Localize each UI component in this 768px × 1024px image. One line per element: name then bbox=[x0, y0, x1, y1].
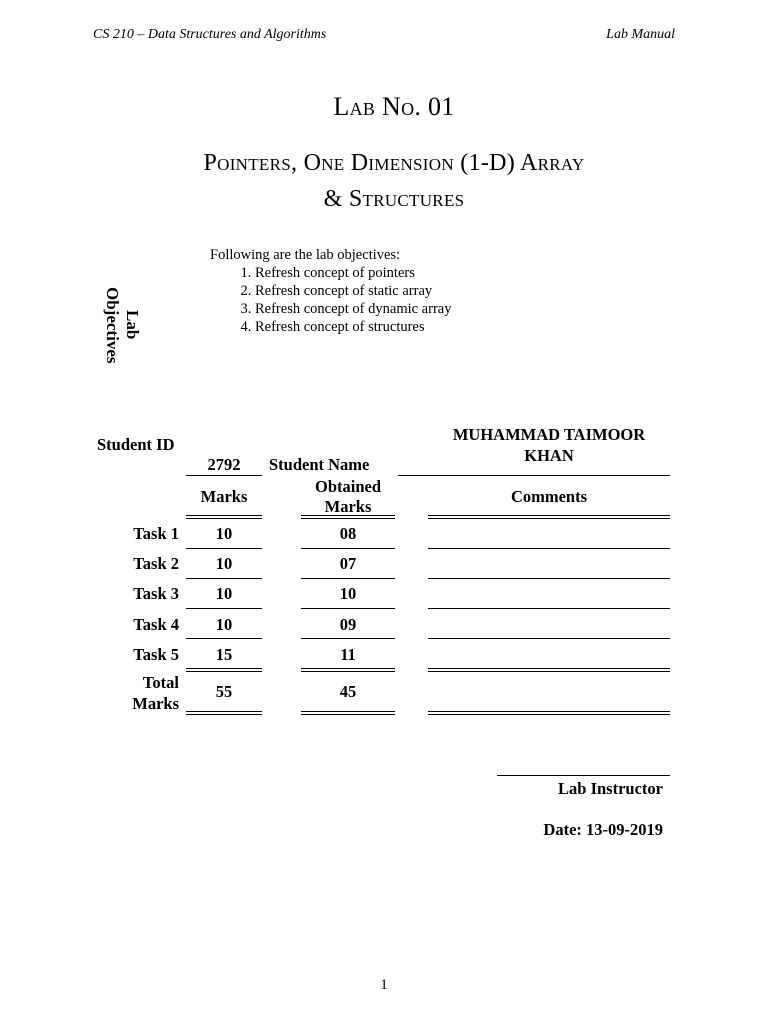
student-name-label: Student Name bbox=[269, 455, 370, 474]
task-label: Task 4 bbox=[133, 615, 179, 634]
objective-item: 3. Refresh concept of dynamic array bbox=[255, 300, 451, 318]
header-double-rule bbox=[428, 515, 670, 519]
lab-objectives-side-label: Lab Objectives bbox=[103, 286, 142, 364]
lab-topic-line-1: Pointers, One Dimension (1-D) Array bbox=[203, 150, 585, 176]
objectives-intro: Following are the lab objectives: bbox=[210, 247, 401, 263]
page-number: 1 bbox=[380, 977, 388, 993]
lab-topic-title bbox=[0, 145, 768, 217]
objectives-list bbox=[210, 264, 451, 336]
obtained-column-header: Obtained Marks bbox=[314, 477, 382, 516]
comment-rule bbox=[428, 548, 670, 549]
task-label: Task 5 bbox=[133, 645, 179, 664]
task-label: Task 2 bbox=[133, 554, 179, 573]
objectives-block bbox=[210, 246, 451, 336]
task-marks: 10 bbox=[215, 584, 233, 603]
task-obtained-marks: 07 bbox=[339, 554, 357, 573]
row-rule bbox=[301, 638, 395, 639]
student-id-underline bbox=[186, 475, 262, 476]
task-marks: 10 bbox=[215, 524, 233, 543]
total-marks-value: 55 bbox=[215, 682, 233, 701]
task-obtained-marks: 09 bbox=[339, 615, 357, 634]
task-label: Task 3 bbox=[133, 584, 179, 603]
student-name-underline bbox=[398, 475, 670, 476]
comment-rule bbox=[428, 608, 670, 609]
lab-topic-line-2: & Structures bbox=[323, 186, 465, 212]
comment-rule bbox=[428, 578, 670, 579]
task-marks: 15 bbox=[215, 645, 233, 664]
row-rule bbox=[301, 578, 395, 579]
student-id-value: 2792 bbox=[207, 455, 241, 474]
task-obtained-marks: 11 bbox=[340, 645, 356, 664]
marks-column-header: Marks bbox=[200, 487, 248, 506]
row-rule bbox=[186, 548, 262, 549]
task-obtained-marks: 08 bbox=[339, 524, 357, 543]
student-id-label: Student ID bbox=[97, 435, 175, 454]
total-double-rule bbox=[428, 668, 670, 672]
total-obtained-value: 45 bbox=[339, 682, 357, 701]
date-label: Date: 13-09-2019 bbox=[543, 820, 663, 839]
task-label: Task 1 bbox=[133, 524, 179, 543]
row-rule bbox=[186, 578, 262, 579]
student-name-value: MUHAMMAD TAIMOOR KHAN bbox=[452, 425, 646, 465]
task-marks: 10 bbox=[215, 554, 233, 573]
bottom-double-rule bbox=[186, 711, 262, 715]
objective-item: 2. Refresh concept of static array bbox=[255, 282, 451, 300]
total-double-rule bbox=[186, 668, 262, 672]
lab-instructor-label: Lab Instructor bbox=[558, 779, 663, 798]
signature-line bbox=[497, 775, 670, 776]
lab-number-title: Lab No. 01 bbox=[333, 92, 455, 121]
row-rule bbox=[301, 608, 395, 609]
bottom-double-rule bbox=[301, 711, 395, 715]
header-double-rule bbox=[301, 515, 395, 519]
comment-rule bbox=[428, 638, 670, 639]
bottom-double-rule bbox=[428, 711, 670, 715]
header-double-rule bbox=[186, 515, 262, 519]
objective-item: 4. Refresh concept of structures bbox=[255, 318, 451, 336]
row-rule bbox=[301, 548, 395, 549]
total-double-rule bbox=[301, 668, 395, 672]
manual-header: Lab Manual bbox=[606, 27, 675, 42]
objective-item: 1. Refresh concept of pointers bbox=[255, 264, 451, 282]
row-rule bbox=[186, 608, 262, 609]
task-obtained-marks: 10 bbox=[339, 584, 357, 603]
row-rule bbox=[186, 638, 262, 639]
course-header: CS 210 – Data Structures and Algorithms bbox=[93, 27, 327, 42]
task-marks: 10 bbox=[215, 615, 233, 634]
total-marks-label: Total Marks bbox=[132, 673, 179, 713]
comments-column-header: Comments bbox=[510, 487, 588, 506]
